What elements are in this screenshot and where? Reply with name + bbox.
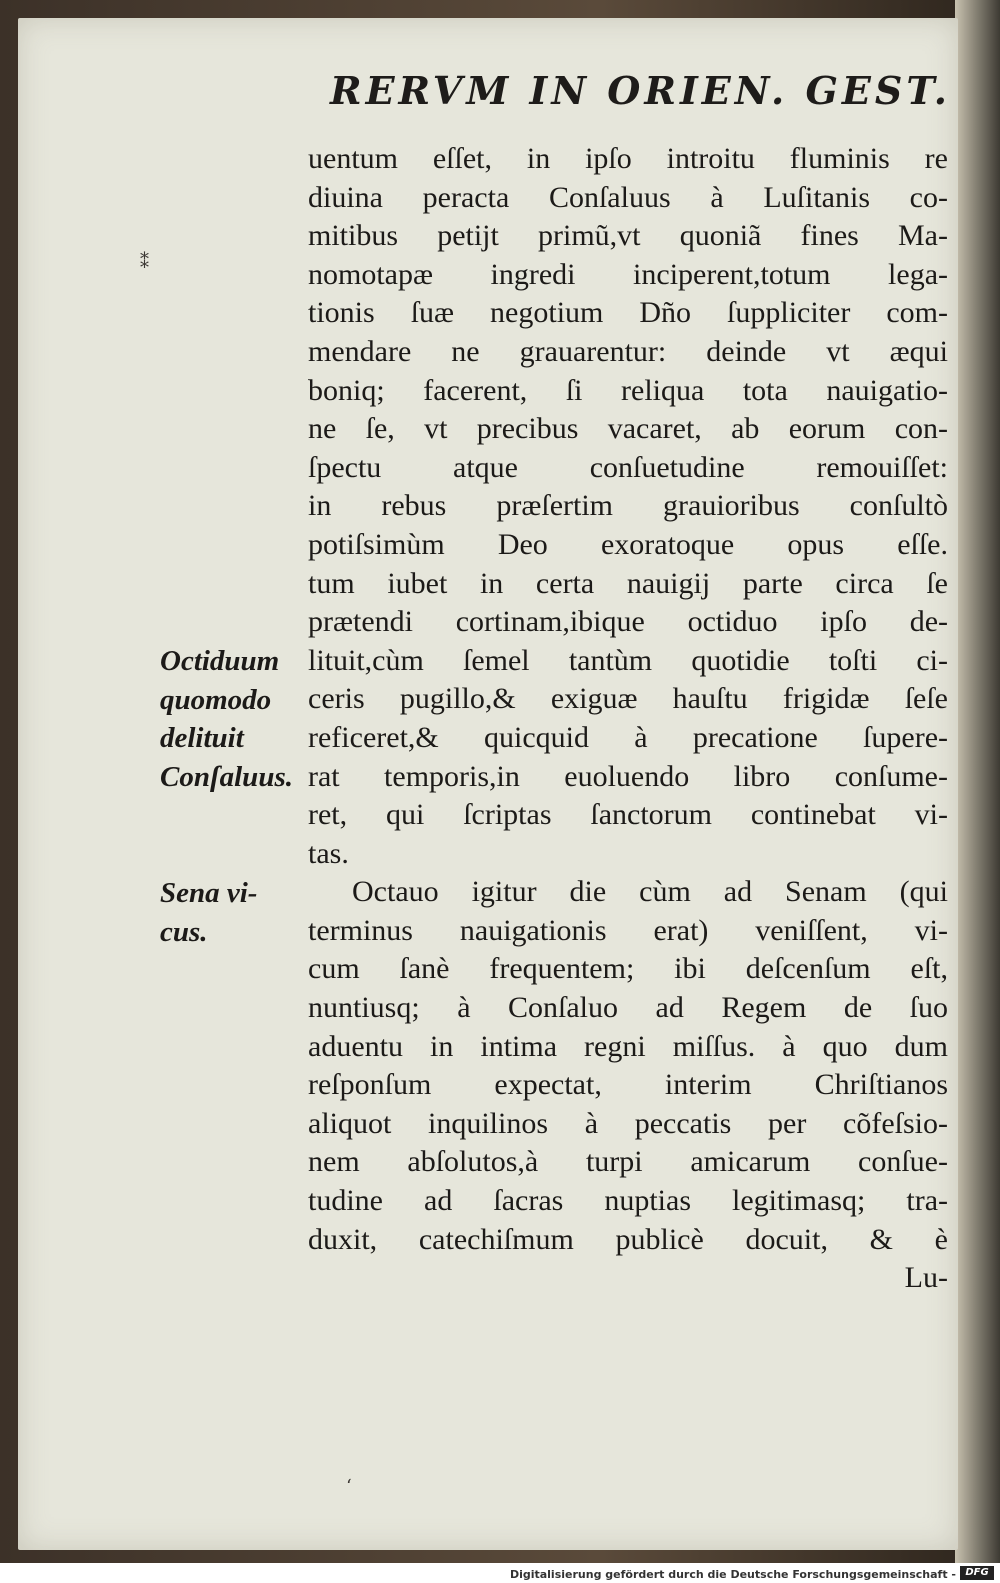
text-line: nem abſolutos,à turpi amicarum conſue- [308, 1145, 948, 1179]
marginal-note-octiduum [160, 642, 310, 796]
text-line: aduentu in intima regni miſſus. à quo dum [308, 1029, 948, 1063]
text-line: nomotapæ ingredi inciperent,totum lega- [308, 257, 948, 291]
marginal-line: cus. [160, 915, 208, 948]
marginal-line: Octiduum [160, 645, 280, 677]
text-line: duxit, catechiſmum publicè docuit, & è [308, 1222, 948, 1256]
dfg-logo: DFG [960, 1566, 994, 1580]
text-line: reſponſum expectat, interim Chriſtianos [308, 1068, 948, 1102]
marginal-line: delituit [160, 722, 244, 755]
text-line: Octauo igitur die cùm ad Senam (qui [352, 875, 948, 909]
text-line: mendare ne grauarentur: deinde vt æqui [308, 334, 948, 368]
text-line: potiſsimùm Deo exoratoque opus eſſe. [308, 527, 948, 561]
body-text [308, 140, 948, 1298]
book-edge [955, 0, 1000, 1583]
text-line: in rebus præſertim grauioribus conſultò [308, 489, 948, 523]
text-line: mitibus petijt primũ,vt quoniã fines Ma- [308, 219, 948, 253]
text-line: boniq; facerent, ſi reliqua tota nauigatio- [308, 373, 948, 407]
text-line: nuntiusq; à Conſaluo ad Regem de ſuo [308, 991, 948, 1025]
text-line: aliquot inquilinos à peccatis per cõfeſsio- [308, 1106, 948, 1140]
footer-credit: Digitalisierung gefördert durch die Deutsche Forschungsgemeinschaft - [509, 1568, 956, 1581]
text-line: ceris pugillo,& exiguæ hauſtu frigidæ ſeſe [308, 682, 948, 716]
text-line: rat temporis,in euoluendo libro conſume- [308, 759, 948, 793]
marginal-line: Sena vi- [160, 877, 258, 909]
text-line: reficeret,& quicquid à precatione ſupere- [308, 720, 948, 754]
text-line: ret, qui ſcriptas ſanctorum continebat vi- [308, 798, 948, 832]
marginal-line: quomodo [160, 683, 272, 716]
marginal-note-sena [160, 874, 310, 951]
text-line: ne ſe, vt precibus vacaret, ab eorum con- [308, 412, 948, 446]
text-line: tum iubet in certa nauigij parte circa ſe [308, 566, 948, 600]
ink-speck: ⁑ [140, 252, 149, 273]
text-line: tas. [308, 836, 349, 870]
text-line: ſpectu atque conſuetudine remouiſſet: [308, 450, 948, 484]
ink-speck: ‘ [346, 1476, 352, 1497]
marginal-line: Conſaluus. [160, 760, 293, 793]
text-line: cum ſanè frequentem; ibi deſcenſum eſt, [308, 952, 948, 986]
catchword: Lu- [904, 1261, 948, 1295]
text-line: terminus nauigationis erat) veniſſent, vi- [308, 913, 948, 947]
text-line: prætendi cortinam,ibique octiduo ipſo de- [308, 605, 948, 639]
text-line: tionis ſuæ negotium Dño ſuppliciter com- [308, 296, 948, 330]
text-line: lituit,cùm ſemel tantùm quotidie toſti ci- [308, 643, 948, 677]
text-line: tudine ad ſacras nuptias legitimasq; tra- [308, 1184, 948, 1218]
text-line: diuina peracta Conſaluus à Luſitanis co- [308, 180, 948, 214]
running-head: RERVM IN ORIEN. GEST. [330, 68, 951, 113]
text-line: uentum eſſet, in ipſo introitu fluminis re [308, 142, 948, 175]
